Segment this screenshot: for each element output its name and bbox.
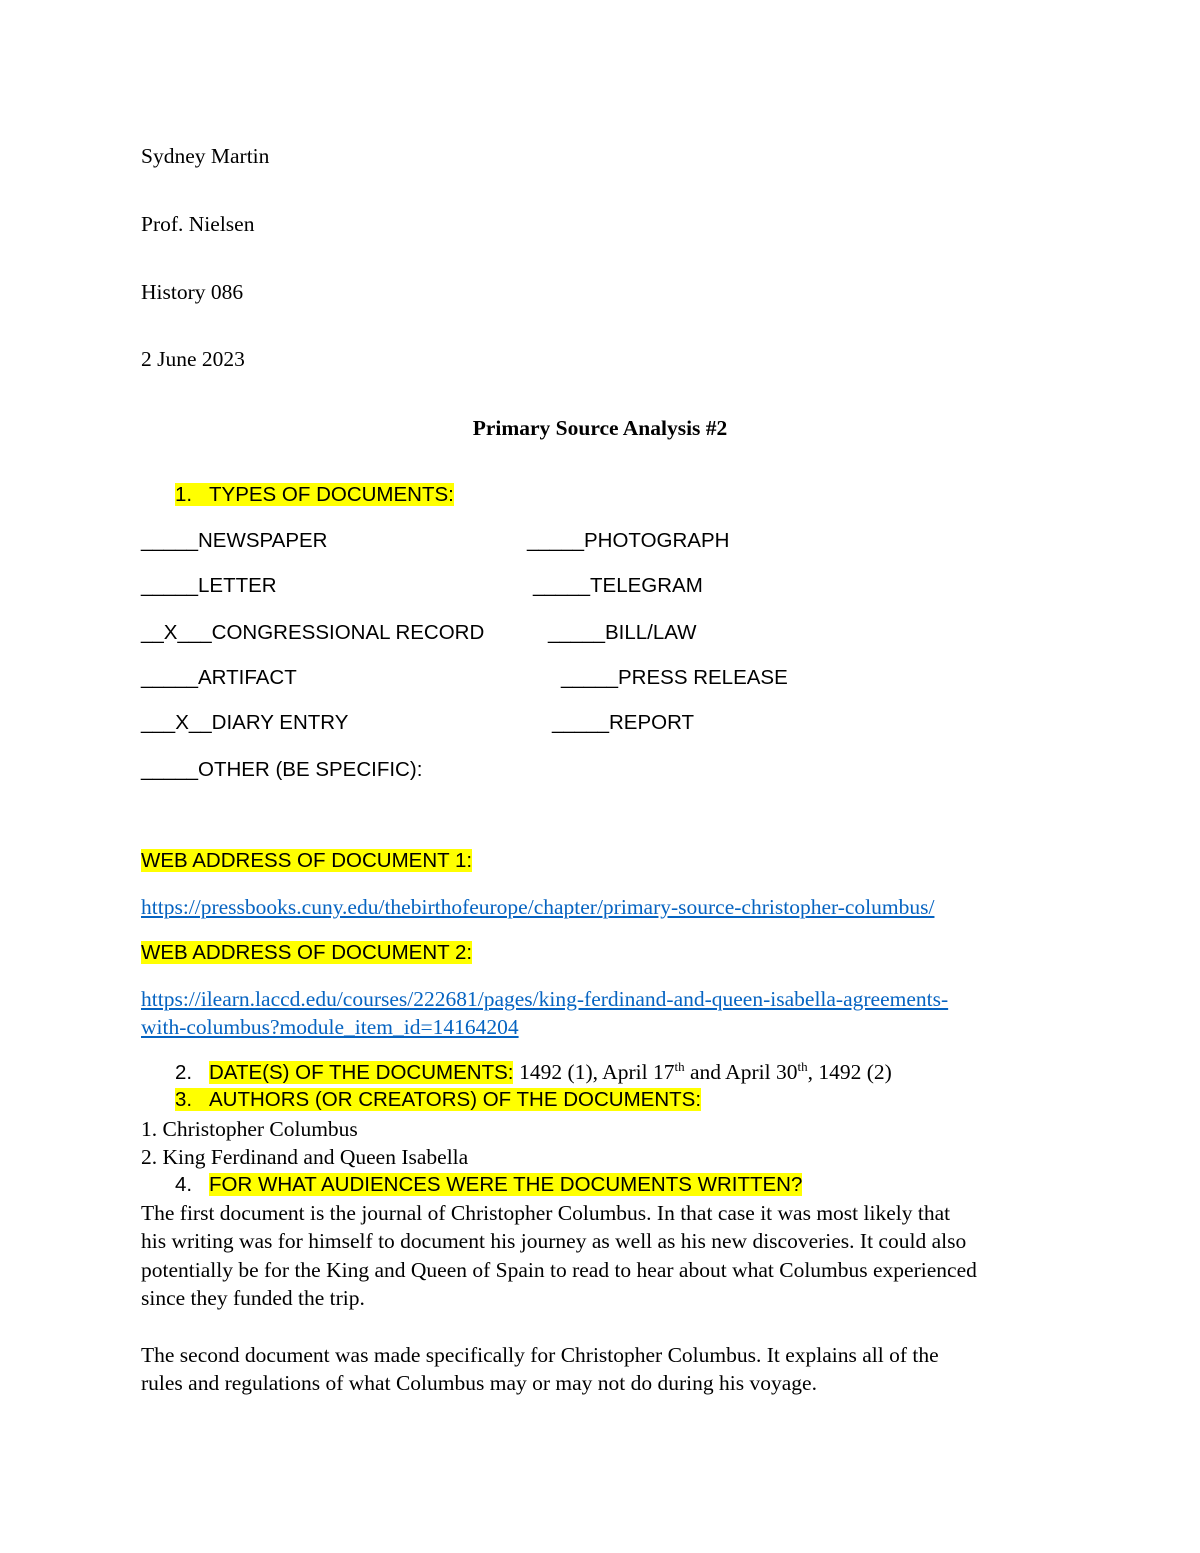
author-1: 1. Christopher Columbus — [141, 1117, 358, 1141]
document-date: 2 June 2023 — [141, 347, 245, 371]
section2-number: 2. — [175, 1061, 193, 1084]
section1-heading-text: TYPES OF DOCUMENTS: — [209, 483, 454, 506]
type-diary-entry: ___X__DIARY ENTRY — [141, 711, 349, 734]
type-press-release: _____PRESS RELEASE — [561, 666, 788, 689]
student-name: Sydney Martin — [141, 144, 270, 168]
section2-line — [175, 1059, 892, 1086]
type-telegram: _____TELEGRAM — [533, 574, 703, 597]
para1-line1: The first document is the journal of Christopher Columbus. In that case it was most likely that — [141, 1201, 951, 1225]
web-address-2-link-line2[interactable]: with-columbus?module_item_id=14164204 — [141, 1015, 519, 1039]
type-photograph: _____PHOTOGRAPH — [527, 529, 730, 552]
para2-line1: The second document was made specifically for Christopher Columbus. It explains all of the — [141, 1343, 939, 1367]
section4-heading-text: FOR WHAT AUDIENCES WERE THE DOCUMENTS WRITTEN? — [209, 1173, 803, 1196]
para1-line2: his writing was for himself to document his journey as well as his new discoveries. It could also — [141, 1229, 967, 1253]
web-address-1-link[interactable]: https://pressbooks.cuny.edu/thebirthofeurope/chapter/primary-source-christopher-columbus/ — [141, 895, 935, 919]
page-title: Primary Source Analysis #2 — [472, 416, 728, 440]
course-name: History 086 — [141, 280, 244, 304]
section4-number: 4. — [175, 1173, 193, 1196]
professor-name: Prof. Nielsen — [141, 212, 255, 236]
section1-heading — [175, 482, 454, 508]
para1-line4: since they funded the trip. — [141, 1286, 365, 1310]
web-address-2-label: WEB ADDRESS OF DOCUMENT 2: — [141, 941, 473, 964]
para1-line3: potentially be for the King and Queen of Spain to read to hear about what Columbus experienced — [141, 1258, 977, 1282]
section1-number: 1. — [175, 483, 193, 506]
section4-heading — [175, 1172, 802, 1198]
section3-heading-text: AUTHORS (OR CREATORS) OF THE DOCUMENTS: — [209, 1088, 702, 1111]
section3-number: 3. — [175, 1088, 193, 1111]
section2-answer: 1492 (1), April 17th and April 30th, 1492 (2) — [519, 1058, 892, 1084]
web-address-2-link-line1[interactable]: https://ilearn.laccd.edu/courses/222681/pages/king-ferdinand-and-queen-isabella-agreements- — [141, 987, 949, 1011]
section2-heading: DATE(S) OF THE DOCUMENTS: — [209, 1061, 514, 1084]
type-letter: _____LETTER — [141, 574, 277, 597]
type-report: _____REPORT — [552, 711, 695, 734]
type-artifact: _____ARTIFACT — [141, 666, 297, 689]
web-address-1-label: WEB ADDRESS OF DOCUMENT 1: — [141, 849, 473, 872]
type-newspaper: _____NEWSPAPER — [141, 529, 328, 552]
para2-line2: rules and regulations of what Columbus may or may not do during his voyage. — [141, 1371, 817, 1395]
type-bill-law: _____BILL/LAW — [548, 621, 697, 644]
type-congressional-record: __X___CONGRESSIONAL RECORD — [141, 621, 485, 644]
author-2: 2. King Ferdinand and Queen Isabella — [141, 1145, 469, 1169]
type-other: _____OTHER (BE SPECIFIC): — [141, 758, 423, 781]
section3-heading — [175, 1087, 701, 1113]
